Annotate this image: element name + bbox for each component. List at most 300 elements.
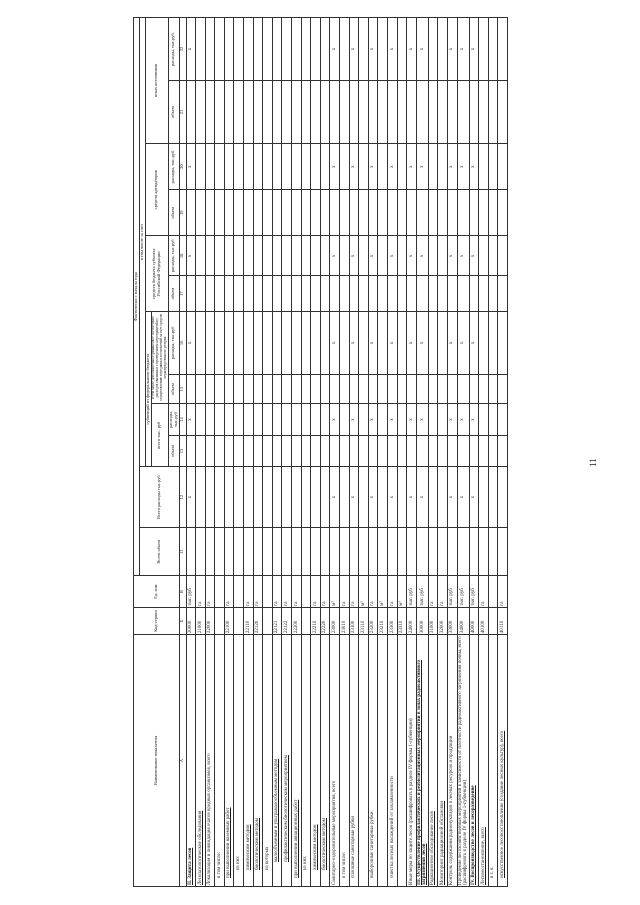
value-cell [224, 81, 234, 144]
value-cell [330, 528, 340, 576]
column-number: 20 [179, 144, 186, 190]
row-unit: га [292, 576, 302, 607]
value-cell: x [387, 18, 397, 81]
row-name: II. Защита лесов [186, 635, 196, 887]
row-unit: га [349, 576, 359, 607]
value-cell [488, 276, 498, 312]
value-cell [438, 144, 448, 190]
value-cell [301, 467, 311, 528]
value-cell [292, 467, 302, 528]
column-number-row [179, 18, 186, 887]
value-cell [407, 81, 417, 144]
value-cell [282, 404, 292, 435]
value-cell: x [330, 404, 340, 435]
row-name: сплошные санитарные рубки [349, 635, 359, 887]
value-cell [479, 81, 489, 144]
value-cell [428, 435, 438, 466]
table-row [359, 18, 369, 887]
table-row [488, 18, 498, 887]
value-cell: x [349, 404, 359, 435]
value-cell [378, 81, 388, 144]
row-unit: м³ [359, 576, 369, 607]
row-unit: га [282, 576, 292, 607]
value-cell [215, 404, 225, 435]
value-cell [359, 236, 369, 276]
value-cell [498, 190, 508, 236]
header-actual: Фактически с начала года [134, 18, 140, 576]
value-cell [311, 467, 321, 528]
value-cell [311, 144, 321, 190]
value-cell [359, 311, 369, 374]
value-cell: x [469, 18, 479, 81]
value-cell [263, 311, 273, 374]
value-cell [488, 374, 498, 403]
value-cell [224, 528, 234, 576]
value-cell [428, 528, 438, 576]
value-cell [349, 190, 359, 236]
value-cell [340, 404, 350, 435]
row-unit: га [428, 576, 438, 607]
value-cell [320, 190, 330, 236]
table-row [253, 18, 263, 887]
row-unit: га [272, 576, 282, 607]
table-row [438, 18, 448, 887]
value-cell [196, 404, 206, 435]
column-number: 22 [179, 18, 186, 81]
column-number: 12 [179, 467, 186, 528]
value-cell [186, 276, 196, 312]
value-cell [263, 404, 273, 435]
value-cell [234, 467, 244, 528]
row-unit: тыс. руб [407, 576, 417, 607]
value-cell [282, 467, 292, 528]
value-cell: x [469, 144, 479, 190]
value-cell [498, 528, 508, 576]
value-cell [215, 81, 225, 144]
value-cell [320, 276, 330, 312]
value-cell [186, 81, 196, 144]
value-cell [234, 435, 244, 466]
value-cell [244, 190, 254, 236]
value-cell [368, 374, 378, 403]
value-cell [311, 236, 321, 276]
value-cell [244, 18, 254, 81]
table-row [378, 18, 388, 887]
value-cell [272, 435, 282, 466]
value-cell [301, 81, 311, 144]
value-cell [438, 81, 448, 144]
value-cell [272, 311, 282, 374]
value-cell [397, 81, 407, 144]
value-cell [359, 528, 369, 576]
row-name: биологическим методом [320, 635, 330, 887]
value-cell [397, 528, 407, 576]
column-number: 19 [179, 190, 186, 236]
value-cell [244, 236, 254, 276]
value-cell [263, 18, 273, 81]
value-cell: x [447, 467, 457, 528]
row-unit: га [498, 576, 508, 607]
table-row [263, 18, 273, 887]
row-name: из них [301, 635, 311, 887]
value-cell [479, 435, 489, 466]
value-cell [263, 81, 273, 144]
value-cell [234, 81, 244, 144]
value-cell [263, 528, 273, 576]
table-row [340, 18, 350, 887]
value-cell: x [447, 311, 457, 374]
column-number: 18 [179, 236, 186, 276]
value-cell [438, 276, 448, 312]
value-cell [253, 435, 263, 466]
row-name: III. Осуществление профилактических и реабилитационных мероприятий в зонах радиоактивного загрязнения лесов [416, 635, 428, 887]
value-cell [488, 190, 498, 236]
header-tenants: средств арендаторов [145, 144, 168, 236]
value-cell [416, 276, 428, 312]
value-cell [224, 236, 234, 276]
table-header [134, 18, 187, 887]
row-unit: га [438, 576, 448, 607]
value-cell: x [447, 144, 457, 190]
row-code [215, 607, 225, 634]
row-code: 22200 [292, 607, 302, 634]
row-code: 23310 [397, 607, 407, 634]
value-cell [282, 528, 292, 576]
value-cell [263, 236, 273, 276]
row-unit [234, 576, 244, 607]
value-cell: x [368, 144, 378, 190]
value-cell [457, 276, 469, 312]
table-row [224, 18, 234, 887]
row-name: при выполнении наземных работ [224, 635, 234, 887]
value-cell [253, 311, 263, 374]
row-code: 20000 [186, 607, 196, 634]
value-cell [397, 144, 407, 190]
value-cell [447, 528, 457, 576]
row-name: Лесовосстановление, всего [479, 635, 489, 887]
value-cell [438, 435, 448, 466]
value-cell [244, 528, 254, 576]
value-cell [407, 435, 417, 466]
row-unit [301, 576, 311, 607]
value-cell [292, 374, 302, 403]
value-cell [224, 276, 234, 312]
row-code: 23110 [359, 607, 369, 634]
value-cell [253, 190, 263, 236]
value-cell [196, 236, 206, 276]
column-number: 15 [179, 374, 186, 403]
value-cell [416, 81, 428, 144]
value-cell [320, 435, 330, 466]
value-cell [253, 144, 263, 190]
header-total-expense: Всего расходы тыс.руб [139, 467, 179, 528]
value-cell [488, 18, 498, 81]
value-cell [224, 18, 234, 81]
table-row [407, 18, 417, 887]
value-cell [428, 374, 438, 403]
value-cell [282, 374, 292, 403]
table-row [397, 18, 407, 887]
row-code: 40100 [479, 607, 489, 634]
value-cell [234, 276, 244, 312]
value-cell [320, 467, 330, 528]
value-cell [488, 81, 498, 144]
value-cell [359, 467, 369, 528]
table-row [457, 18, 469, 887]
header-unit: Ед. изм [134, 576, 180, 607]
value-cell [292, 435, 302, 466]
value-cell [488, 404, 498, 435]
value-cell [215, 467, 225, 528]
value-cell [311, 374, 321, 403]
table-row [292, 18, 302, 887]
value-cell [428, 81, 438, 144]
row-code: 34000 [457, 607, 469, 634]
row-code: 22000 [205, 607, 215, 634]
value-cell [378, 276, 388, 312]
value-cell: x [407, 404, 417, 435]
row-name: Лесопатологические обследования [196, 635, 206, 887]
row-code: 40000 [469, 607, 479, 634]
row-unit: га [205, 576, 215, 607]
column-number: В [179, 576, 186, 607]
value-cell [488, 311, 498, 374]
value-cell [272, 276, 282, 312]
table-row [282, 18, 292, 887]
value-cell [292, 311, 302, 374]
value-cell: x [186, 144, 196, 190]
value-cell [272, 467, 282, 528]
value-cell [479, 311, 489, 374]
value-cell [215, 311, 225, 374]
value-cell [457, 528, 469, 576]
table-row [244, 18, 254, 887]
row-code: 22110 [244, 607, 254, 634]
value-cell [428, 190, 438, 236]
value-cell [234, 236, 244, 276]
value-cell [340, 435, 350, 466]
value-cell [387, 374, 397, 403]
value-cell [292, 404, 302, 435]
value-cell [438, 311, 448, 374]
table-row [368, 18, 378, 887]
value-cell: x [457, 18, 469, 81]
value-cell [196, 528, 206, 576]
value-cell [387, 81, 397, 144]
row-code: 22100 [224, 607, 234, 634]
row-unit: тыс. руб [186, 576, 196, 607]
value-cell [320, 404, 330, 435]
value-cell [205, 18, 215, 81]
value-cell [253, 276, 263, 312]
value-cell: x [407, 467, 417, 528]
value-cell [320, 528, 330, 576]
value-cell [359, 404, 369, 435]
value-cell: x [469, 311, 479, 374]
value-cell: x [349, 18, 359, 81]
value-cell [205, 311, 215, 374]
value-cell [438, 18, 448, 81]
row-name [397, 635, 407, 887]
row-unit: га [320, 576, 330, 607]
value-cell [397, 467, 407, 528]
value-cell [378, 236, 388, 276]
value-cell [438, 404, 448, 435]
header-volume: объем [168, 190, 179, 236]
value-cell [469, 374, 479, 403]
row-unit: тыс. руб [416, 576, 428, 607]
row-unit: га [387, 576, 397, 607]
value-cell [205, 435, 215, 466]
header-all-thousand: всего тыс. руб [151, 404, 168, 467]
row-name [359, 635, 369, 887]
table-row [234, 18, 244, 887]
value-cell: x [349, 467, 359, 528]
row-name: биологическим методом [253, 635, 263, 887]
value-cell [407, 276, 417, 312]
row-unit: га [340, 576, 350, 607]
value-cell [340, 374, 350, 403]
column-number: 21 [179, 81, 186, 144]
row-code [263, 607, 273, 634]
row-name: Контроль содержания радионуклидов в лесных ресурсах и продукции [447, 635, 457, 887]
row-name: химическим методом [311, 635, 321, 887]
value-cell [272, 18, 282, 81]
value-cell [282, 435, 292, 466]
row-unit [263, 576, 273, 607]
row-name: химическим методом [244, 635, 254, 887]
table-row [387, 18, 397, 887]
value-cell [378, 404, 388, 435]
value-cell [397, 435, 407, 466]
value-cell [215, 144, 225, 190]
value-cell [498, 311, 508, 374]
row-name: очистка лесных насаждений от захламленности [387, 635, 397, 887]
value-cell [469, 190, 479, 236]
value-cell [215, 190, 225, 236]
value-cell [301, 18, 311, 81]
value-cell: x [330, 18, 340, 81]
value-cell [387, 190, 397, 236]
value-cell [397, 374, 407, 403]
value-cell [205, 236, 215, 276]
header-total-volume: Всего объем [139, 528, 179, 576]
value-cell [359, 18, 369, 81]
value-cell [320, 81, 330, 144]
value-cell: x [330, 144, 340, 190]
value-cell: x [457, 311, 469, 374]
table-body [186, 18, 507, 887]
value-cell [224, 144, 234, 190]
value-cell [438, 190, 448, 236]
value-cell [263, 276, 273, 312]
row-unit: тыс. руб [457, 576, 469, 607]
value-cell [438, 467, 448, 528]
value-cell [301, 144, 311, 190]
value-cell [301, 435, 311, 466]
header-other-sources: иных источников [145, 18, 168, 144]
value-cell [301, 190, 311, 236]
table-row [416, 18, 428, 887]
value-cell [479, 276, 489, 312]
value-cell [416, 435, 428, 466]
row-unit: га [196, 576, 206, 607]
value-cell [205, 467, 215, 528]
value-cell [196, 190, 206, 236]
table-row [320, 18, 330, 887]
row-unit [488, 576, 498, 607]
value-cell [378, 374, 388, 403]
value-cell: x [387, 144, 397, 190]
value-cell: x [407, 18, 417, 81]
value-cell: x [186, 18, 196, 81]
row-code: 23210 [378, 607, 388, 634]
value-cell [438, 374, 448, 403]
value-cell [387, 276, 397, 312]
row-name: в т. ч. [488, 635, 498, 887]
value-cell: x [330, 236, 340, 276]
row-name: малообъемным и ультрамалообъемным методом [272, 635, 282, 887]
value-cell [498, 435, 508, 466]
value-cell [397, 276, 407, 312]
value-cell [378, 144, 388, 190]
value-cell: x [416, 236, 428, 276]
value-cell [224, 311, 234, 374]
value-cell: x [368, 236, 378, 276]
value-cell [205, 81, 215, 144]
value-cell [469, 435, 479, 466]
row-name: IV. Воспроизводство лесов и лесоразведение [469, 635, 479, 887]
value-cell [378, 311, 388, 374]
value-cell [282, 190, 292, 236]
value-cell: x [349, 236, 359, 276]
value-cell [215, 18, 225, 81]
page-number: 11 [588, 458, 598, 467]
value-cell [292, 236, 302, 276]
header-volume: объем [168, 435, 179, 466]
header-expense: расходы, тыс.руб. [168, 144, 179, 190]
value-cell [311, 190, 321, 236]
value-cell [479, 374, 489, 403]
row-code: 40110 [498, 607, 508, 634]
column-number: 13 [179, 435, 186, 466]
value-cell [387, 435, 397, 466]
value-cell [196, 276, 206, 312]
value-cell [320, 236, 330, 276]
value-cell [378, 18, 388, 81]
value-cell: x [186, 404, 196, 435]
value-cell [253, 467, 263, 528]
value-cell [428, 276, 438, 312]
value-cell [272, 190, 282, 236]
row-unit: тыс. руб [447, 576, 457, 607]
row-name: при выполнении авиационных работ [292, 635, 302, 887]
row-code: 21000 [196, 607, 206, 634]
header-volume: объем [168, 374, 179, 403]
value-cell [196, 81, 206, 144]
value-cell [234, 374, 244, 403]
value-cell [196, 435, 206, 466]
value-cell [292, 144, 302, 190]
value-cell [234, 311, 244, 374]
row-unit: га [253, 576, 263, 607]
value-cell: x [186, 236, 196, 276]
value-cell [320, 18, 330, 81]
value-cell [253, 18, 263, 81]
value-cell [224, 404, 234, 435]
value-cell [349, 276, 359, 312]
value-cell [428, 311, 438, 374]
